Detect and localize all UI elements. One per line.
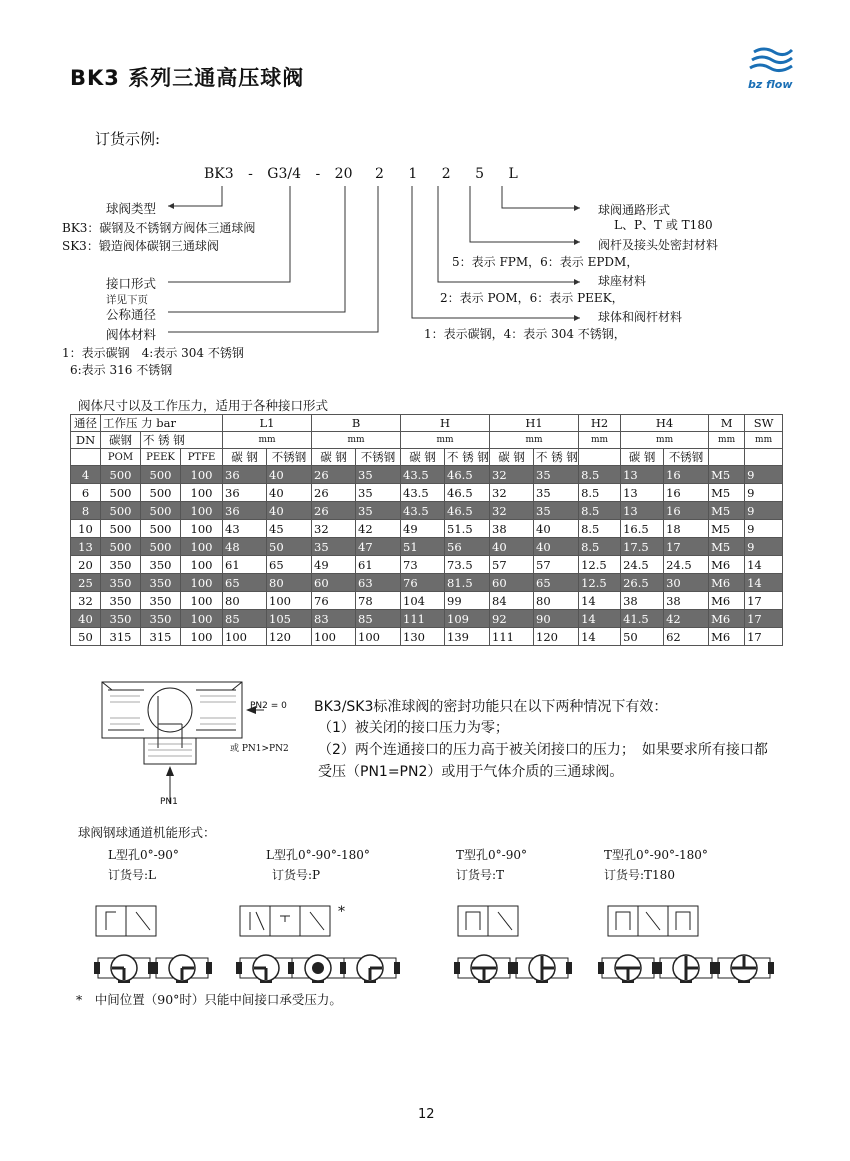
table-cell: 100 <box>181 628 223 646</box>
hole-type-t: T型孔0°-90° <box>456 848 527 862</box>
table-cell: 40 <box>534 538 579 556</box>
code-ball: 1 <box>408 166 418 182</box>
table-cell: 8 <box>71 502 101 520</box>
table-cell: 14 <box>745 556 783 574</box>
table-cell: 16 <box>664 466 709 484</box>
table-cell: 26 <box>312 502 356 520</box>
table-cell: 100 <box>181 592 223 610</box>
table-cell: 16 <box>664 502 709 520</box>
table-cell: 83 <box>312 610 356 628</box>
table-cell: 51 <box>401 538 445 556</box>
table-cell: 42 <box>356 520 401 538</box>
th-h4: H4 <box>621 415 709 432</box>
table-cell: 500 <box>141 538 181 556</box>
table-cell: M5 <box>709 538 745 556</box>
label-seat: 球座材料 <box>598 274 647 288</box>
table-cell: 50 <box>267 538 312 556</box>
table-cell: M6 <box>709 574 745 592</box>
th-b: B <box>312 415 401 432</box>
table-cell: 32 <box>490 466 534 484</box>
hole-symbols <box>90 900 780 990</box>
table-cell: 65 <box>223 574 267 592</box>
table-cell: 14 <box>579 592 621 610</box>
table-row <box>71 610 783 628</box>
table-cell: 48 <box>223 538 267 556</box>
table-cell: 8.5 <box>579 466 621 484</box>
label-seat-opts: 2：表示 POM，6：表示 PEEK， <box>440 291 624 305</box>
table-cell: 40 <box>71 610 101 628</box>
table-cell: 35 <box>534 502 579 520</box>
table-cell: 315 <box>141 628 181 646</box>
table-cell: 35 <box>356 484 401 502</box>
table-cell: 350 <box>101 574 141 592</box>
label-passage: 球阀通路形式 <box>598 203 671 217</box>
table-cell: 14 <box>745 574 783 592</box>
label-see-next: 详见下页 <box>106 294 148 306</box>
table-row <box>71 466 783 484</box>
table-cell: 26 <box>312 466 356 484</box>
table-header-row-2: DN 碳钢 不 锈 钢 mm mm mm mm mm mm mm mm <box>71 432 783 449</box>
table-cell: 16.5 <box>621 520 664 538</box>
th-dn: 通径 <box>71 415 101 432</box>
table-cell: 45 <box>267 520 312 538</box>
table-cell: 42 <box>664 610 709 628</box>
table-cell: M6 <box>709 556 745 574</box>
table-row <box>71 538 783 556</box>
table-cell: 46.5 <box>445 502 490 520</box>
table-cell: 315 <box>101 628 141 646</box>
page-number: 12 <box>418 1107 435 1122</box>
table-cell: 85 <box>223 610 267 628</box>
table-cell: 90 <box>534 610 579 628</box>
code-series: BK3 <box>204 166 234 182</box>
table-cell: 8.5 <box>579 520 621 538</box>
table-cell: 47 <box>356 538 401 556</box>
label-body-material: 阀体材料 <box>106 327 157 342</box>
table-cell: 61 <box>223 556 267 574</box>
table-cell: 350 <box>101 592 141 610</box>
table-cell: 65 <box>267 556 312 574</box>
seal-text-2: （1）被关闭的接口压力为零； <box>318 720 509 736</box>
table-cell: 13 <box>621 502 664 520</box>
table-cell: 32 <box>71 592 101 610</box>
table-cell: 46.5 <box>445 466 490 484</box>
code-passage: L <box>508 166 518 182</box>
table-cell: 84 <box>490 592 534 610</box>
table-cell: 57 <box>490 556 534 574</box>
table-cell: 9 <box>745 484 783 502</box>
table-cell: 18 <box>664 520 709 538</box>
table-cell: 14 <box>579 628 621 646</box>
table-row <box>71 484 783 502</box>
table-cell: 43.5 <box>401 502 445 520</box>
table-cell: 6 <box>71 484 101 502</box>
label-stem-seal-opts: 5：表示 FPM，6：表示 EPDM， <box>452 255 639 269</box>
table-cell: 40 <box>267 502 312 520</box>
label-valve-type: 球阀类型 <box>106 201 157 216</box>
code-seat: 2 <box>441 166 451 182</box>
table-cell: 350 <box>101 556 141 574</box>
table-cell: 92 <box>490 610 534 628</box>
table-cell: 500 <box>101 502 141 520</box>
table-cell: 500 <box>141 484 181 502</box>
th-l1: L1 <box>223 415 312 432</box>
table-cell: 500 <box>141 520 181 538</box>
table-row <box>71 574 783 592</box>
table-cell: 9 <box>745 502 783 520</box>
label-dn: 公称通径 <box>106 307 157 322</box>
table-cell: 38 <box>490 520 534 538</box>
table-cell: 100 <box>181 520 223 538</box>
table-cell: 50 <box>621 628 664 646</box>
th-h1: H1 <box>490 415 579 432</box>
code-body: 2 <box>374 166 384 182</box>
table-cell: 40 <box>267 484 312 502</box>
table-cell: 40 <box>267 466 312 484</box>
table-cell: 500 <box>101 520 141 538</box>
table-cell: 500 <box>101 538 141 556</box>
table-cell: 100 <box>267 592 312 610</box>
table-cell: 9 <box>745 538 783 556</box>
table-cell: 61 <box>356 556 401 574</box>
table-cell: M6 <box>709 610 745 628</box>
table-cell: 65 <box>534 574 579 592</box>
table-cell: 35 <box>356 502 401 520</box>
table-cell: 36 <box>223 502 267 520</box>
table-cell: 120 <box>534 628 579 646</box>
label-bk3: BK3：碳钢及不锈钢方阀体三通球阀 <box>62 221 256 235</box>
label-ball-stem: 球体和阀杆材料 <box>598 310 683 324</box>
table-cell: 25 <box>71 574 101 592</box>
hole-order-t180: 订货号:T180 <box>604 868 675 882</box>
label-connection: 接口形式 <box>106 276 157 291</box>
table-cell: 35 <box>356 466 401 484</box>
table-header-row-1 <box>71 415 783 432</box>
table-cell: 73.5 <box>445 556 490 574</box>
table-cell: M5 <box>709 502 745 520</box>
th-h2: H2 <box>579 415 621 432</box>
table-cell: 99 <box>445 592 490 610</box>
table-cell: 350 <box>141 610 181 628</box>
table-cell: 9 <box>745 466 783 484</box>
label-passage-opts: L、P、T 或 T180 <box>614 218 713 232</box>
table-cell: 78 <box>356 592 401 610</box>
table-cell: 43.5 <box>401 466 445 484</box>
table-cell: 38 <box>621 592 664 610</box>
code-seal: 5 <box>475 166 484 182</box>
seal-text-3: （2）两个连通接口的压力高于被关闭接口的压力； 如果要求所有接口都 <box>318 742 768 758</box>
table-row <box>71 628 783 646</box>
th-h: H <box>401 415 490 432</box>
seal-text-4: 受压（PN1=PN2）或用于气体介质的三通球阀。 <box>318 764 624 780</box>
table-cell: 60 <box>312 574 356 592</box>
table-cell: 105 <box>267 610 312 628</box>
table-row <box>71 592 783 610</box>
table-cell: 139 <box>445 628 490 646</box>
table-cell: 43.5 <box>401 484 445 502</box>
table-cell: 35 <box>534 484 579 502</box>
table-cell: 36 <box>223 466 267 484</box>
table-cell: 100 <box>181 556 223 574</box>
th-m: M <box>709 415 745 432</box>
table-cell: 57 <box>534 556 579 574</box>
hole-order-l: 订货号:L <box>108 868 157 882</box>
table-caption: 阀体尺寸以及工作压力，适用于各种接口形式 <box>78 398 329 413</box>
table-cell: 13 <box>621 484 664 502</box>
table-cell: 36 <box>223 484 267 502</box>
table-cell: 16 <box>664 484 709 502</box>
table-cell: 100 <box>181 538 223 556</box>
table-cell: 100 <box>356 628 401 646</box>
table-cell: 41.5 <box>621 610 664 628</box>
holes-heading: 球阀钢球通道机能形式： <box>78 825 216 840</box>
table-cell: 17 <box>664 538 709 556</box>
table-cell: M6 <box>709 592 745 610</box>
th-sw: SW <box>745 415 783 432</box>
table-cell: 13 <box>621 466 664 484</box>
table-cell: 100 <box>181 502 223 520</box>
label-or-pn1: 或 PN1>PN2 <box>230 744 289 754</box>
table-cell: 76 <box>401 574 445 592</box>
table-cell: 14 <box>579 610 621 628</box>
table-cell: M5 <box>709 484 745 502</box>
hole-type-l: L型孔0°-90° <box>108 848 179 862</box>
code-dn: 20 <box>334 166 353 182</box>
label-pn2: PN2 = 0 <box>250 701 287 711</box>
table-cell: 80 <box>267 574 312 592</box>
table-row <box>71 556 783 574</box>
th-pressure: 工作压 力 bar <box>101 415 223 432</box>
hole-order-t: 订货号:T <box>456 868 505 882</box>
page-title: BK3 系列三通高压球阀 <box>70 66 305 90</box>
table-cell: 30 <box>664 574 709 592</box>
table-cell: 100 <box>312 628 356 646</box>
table-cell: 350 <box>141 592 181 610</box>
table-cell: 32 <box>490 484 534 502</box>
table-cell: 63 <box>356 574 401 592</box>
code-connection: G3/4 <box>267 166 302 182</box>
table-cell: 100 <box>181 610 223 628</box>
table-cell: 17 <box>745 610 783 628</box>
seal-text-1: BK3/SK3标准球阀的密封功能只在以下两种情况下有效： <box>314 699 668 715</box>
table-cell: 8.5 <box>579 502 621 520</box>
label-ball-stem-opts: 1：表示碳钢，4：表示 304 不锈钢， <box>424 327 626 341</box>
table-cell: 26 <box>312 484 356 502</box>
table-cell: 17 <box>745 592 783 610</box>
table-cell: 56 <box>445 538 490 556</box>
table-cell: 40 <box>490 538 534 556</box>
table-cell: 26.5 <box>621 574 664 592</box>
label-body-mat-2: 6:表示 316 不锈钢 <box>70 363 173 377</box>
table-cell: 24.5 <box>664 556 709 574</box>
table-cell: 100 <box>181 484 223 502</box>
table-cell: M5 <box>709 520 745 538</box>
table-row <box>71 502 783 520</box>
table-cell: 104 <box>401 592 445 610</box>
label-body-mat-1: 1：表示碳钢 4:表示 304 不锈钢 <box>62 346 244 360</box>
table-cell: 17.5 <box>621 538 664 556</box>
table-header-row-3: POM PEEK PTFE 碳 钢 不锈钢 碳 钢 不锈钢 碳 钢 不 锈 钢 碳 钢 不 锈 钢 碳 钢 不锈钢 <box>71 449 783 466</box>
table-cell: 4 <box>71 466 101 484</box>
order-example-heading: 订货示例: <box>95 130 161 148</box>
table-cell: 100 <box>223 628 267 646</box>
label-sk3: SK3：锻造阀体碳钢三通球阀 <box>62 239 219 253</box>
table-cell: 130 <box>401 628 445 646</box>
table-cell: M6 <box>709 628 745 646</box>
table-cell: 49 <box>401 520 445 538</box>
table-cell: M5 <box>709 466 745 484</box>
label-stem-seal: 阀杆及接头处密封材料 <box>598 238 719 252</box>
label-pn1: PN1 <box>160 797 178 807</box>
table-cell: 80 <box>534 592 579 610</box>
table-cell: 50 <box>71 628 101 646</box>
table-cell: 12.5 <box>579 556 621 574</box>
table-cell: 350 <box>141 574 181 592</box>
table-cell: 111 <box>401 610 445 628</box>
table-cell: 32 <box>490 502 534 520</box>
spec-table <box>70 414 783 646</box>
table-cell: 38 <box>664 592 709 610</box>
table-cell: 9 <box>745 520 783 538</box>
table-cell: 60 <box>490 574 534 592</box>
table-cell: 49 <box>312 556 356 574</box>
table-cell: 12.5 <box>579 574 621 592</box>
table-cell: 35 <box>312 538 356 556</box>
table-cell: 43 <box>223 520 267 538</box>
table-cell: 17 <box>745 628 783 646</box>
table-cell: 20 <box>71 556 101 574</box>
table-cell: 500 <box>101 484 141 502</box>
table-cell: 81.5 <box>445 574 490 592</box>
table-cell: 62 <box>664 628 709 646</box>
table-cell: 500 <box>101 466 141 484</box>
table-cell: 76 <box>312 592 356 610</box>
asterisk-mark: * <box>338 904 345 920</box>
footnote: * 中间位置（90°时）只能中间接口承受压力。 <box>76 992 342 1007</box>
order-code: BK3 - G3/4 - 20 2 1 2 5 L <box>204 166 518 182</box>
hole-order-p: 订货号:P <box>272 868 321 882</box>
table-cell: 24.5 <box>621 556 664 574</box>
table-cell: 85 <box>356 610 401 628</box>
table-cell: 8.5 <box>579 484 621 502</box>
table-cell: 120 <box>267 628 312 646</box>
hole-type-p: L型孔0°-90°-180° <box>266 848 370 862</box>
table-cell: 500 <box>141 466 181 484</box>
table-cell: 51.5 <box>445 520 490 538</box>
logo-text: bz flow <box>748 78 793 91</box>
table-cell: 350 <box>101 610 141 628</box>
table-cell: 109 <box>445 610 490 628</box>
table-cell: 80 <box>223 592 267 610</box>
table-cell: 111 <box>490 628 534 646</box>
table-cell: 8.5 <box>579 538 621 556</box>
table-cell: 13 <box>71 538 101 556</box>
table-cell: 500 <box>141 502 181 520</box>
table-cell: 10 <box>71 520 101 538</box>
table-cell: 32 <box>312 520 356 538</box>
table-cell: 100 <box>181 574 223 592</box>
table-cell: 35 <box>534 466 579 484</box>
table-cell: 73 <box>401 556 445 574</box>
table-cell: 100 <box>181 466 223 484</box>
table-cell: 350 <box>141 556 181 574</box>
table-row <box>71 520 783 538</box>
hole-type-t180: T型孔0°-90°-180° <box>604 848 708 862</box>
table-cell: 40 <box>534 520 579 538</box>
table-cell: 46.5 <box>445 484 490 502</box>
